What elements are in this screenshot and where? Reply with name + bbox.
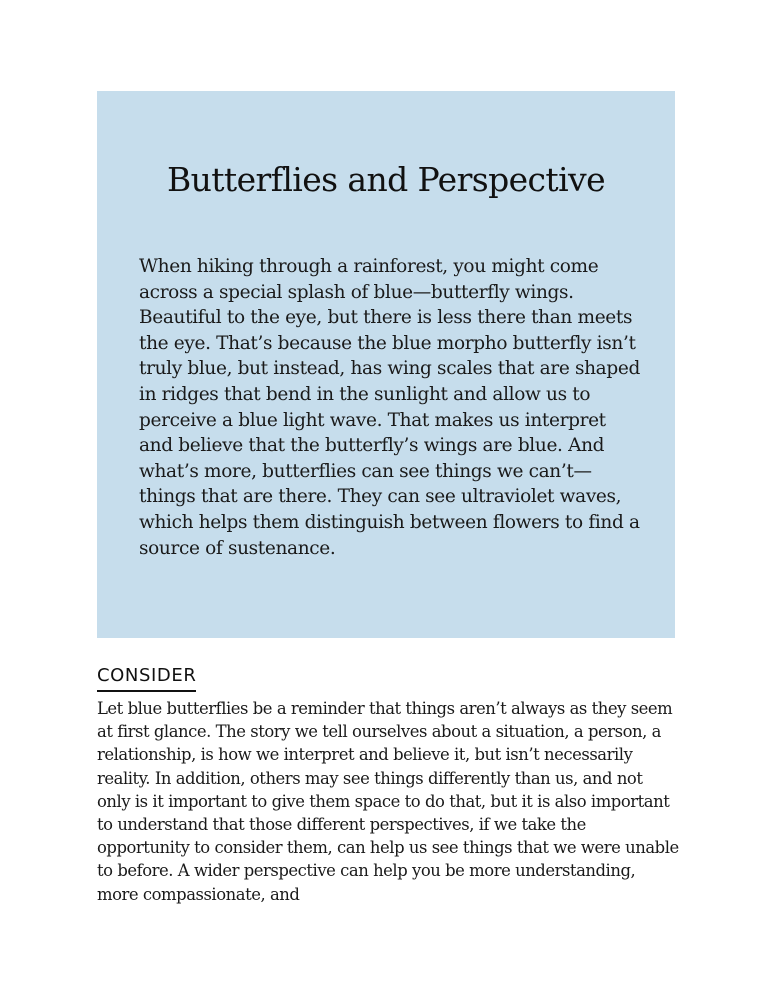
callout-body-text: When hiking through a rainforest, you might come across a special splash of blue—butterfly wings. Beautiful to the eye, but there is less there than meets the eye. That’s because the blue morpho butterfly isn’t truly blue, but instead, has wing scales that are shaped in ridges that bend in the sunlight and allow us to perceive a blue light wave. That makes us interpret and believe that the butterfly’s wings are blue. And what’s more, butterflies can see things we can’t—things that are there. They can see ultraviolet waves, which helps them distinguish between flowers to find a source of sustenance. bbox=[139, 256, 640, 559]
consider-body-text: Let blue butterflies be a reminder that things aren’t always as they seem at first glance. The story we tell ourselves about a situation, a person, a relationship, is how we interpret and believe it, but isn’t necessarily reality. In addition, others may see things differently than us, and not only is it important to give them space to do that, but it is also important to understand that those different perspectives, if we take the opportunity to consider them, can help us see things that we were unable to before. A wider perspective can help you be more understanding, more compassionate, and bbox=[97, 699, 679, 904]
callout-box bbox=[97, 91, 675, 638]
consider-heading: CONSIDER bbox=[97, 664, 196, 692]
callout-title: Butterflies and Perspective bbox=[166, 160, 606, 199]
